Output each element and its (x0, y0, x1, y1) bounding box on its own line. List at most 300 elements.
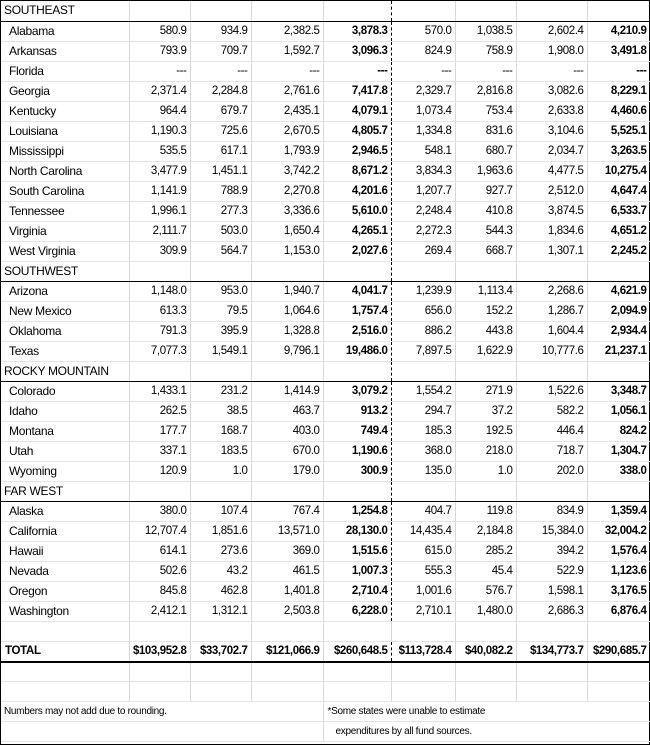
value-cell: 177.7 (129, 421, 190, 441)
value-cell: 793.9 (129, 41, 190, 61)
value-cell: 614.1 (129, 541, 190, 561)
value-cell: 5,525.1 (587, 121, 650, 141)
value-cell: --- (323, 61, 391, 81)
state-name: Alabama (1, 21, 129, 41)
value-cell: 4,079.1 (323, 101, 391, 121)
value-cell: 3,834.3 (391, 161, 455, 181)
table-row (1, 401, 650, 421)
value-cell: 2,934.4 (587, 321, 650, 341)
value-cell: 1,592.7 (251, 41, 323, 61)
value-cell: 927.7 (455, 181, 516, 201)
table-row (1, 281, 650, 301)
table-row (1, 501, 650, 521)
value-cell: 192.5 (455, 421, 516, 441)
table-row (1, 121, 650, 141)
value-cell: 202.0 (516, 461, 587, 481)
table-row (1, 561, 650, 581)
state-name: California (1, 521, 129, 541)
value-cell: 2,602.4 (516, 21, 587, 41)
value-cell: 502.6 (129, 561, 190, 581)
table-row (1, 41, 650, 61)
value-cell: 1,190.3 (129, 121, 190, 141)
value-cell: 380.0 (129, 501, 190, 521)
value-cell: 580.9 (129, 21, 190, 41)
value-cell: 338.0 (587, 461, 650, 481)
value-cell: 953.0 (190, 281, 251, 301)
total-row (1, 641, 650, 662)
empty-cell (587, 682, 650, 702)
value-cell: 10,777.6 (516, 341, 587, 361)
empty-cell (391, 481, 455, 501)
value-cell: 670.0 (251, 441, 323, 461)
table-row (1, 61, 650, 81)
state-name: Alaska (1, 501, 129, 521)
value-cell: 446.4 (516, 421, 587, 441)
state-name: Montana (1, 421, 129, 441)
table-row (1, 81, 650, 101)
value-cell: 913.2 (323, 401, 391, 421)
empty-cell (587, 662, 650, 682)
value-cell: 1,359.4 (587, 501, 650, 521)
total-value-cell: $121,066.9 (251, 641, 323, 662)
empty-cell (323, 261, 391, 281)
state-name: Nevada (1, 561, 129, 581)
value-cell: 300.9 (323, 461, 391, 481)
value-cell: 2,516.0 (323, 321, 391, 341)
value-cell: 1,038.5 (455, 21, 516, 41)
value-cell: 934.9 (190, 21, 251, 41)
empty-cell (516, 1, 587, 21)
table-row (1, 201, 650, 221)
value-cell: 3,336.6 (251, 201, 323, 221)
empty-cell (129, 481, 190, 501)
value-cell: 8,229.1 (587, 81, 650, 101)
empty-cell (1, 722, 323, 742)
value-cell: 120.9 (129, 461, 190, 481)
value-cell: 394.2 (516, 541, 587, 561)
blank-row (1, 662, 650, 682)
value-cell: 14,435.4 (391, 521, 455, 541)
value-cell: 1,793.9 (251, 141, 323, 161)
empty-cell (190, 682, 251, 702)
value-cell: 831.6 (455, 121, 516, 141)
value-cell: 1,598.1 (516, 581, 587, 601)
value-cell: 21,237.1 (587, 341, 650, 361)
value-cell: --- (129, 61, 190, 81)
value-cell: 1,254.8 (323, 501, 391, 521)
empty-cell (323, 662, 391, 682)
empty-cell (129, 682, 190, 702)
value-cell: --- (190, 61, 251, 81)
value-cell: 1,207.7 (391, 181, 455, 201)
state-name: South Carolina (1, 181, 129, 201)
value-cell: 1,141.9 (129, 181, 190, 201)
value-cell: 4,210.9 (587, 21, 650, 41)
value-cell: 294.7 (391, 401, 455, 421)
value-cell: 4,460.6 (587, 101, 650, 121)
value-cell: 38.5 (190, 401, 251, 421)
value-cell: 535.5 (129, 141, 190, 161)
value-cell: 179.0 (251, 461, 323, 481)
empty-cell (190, 261, 251, 281)
value-cell: 1,113.4 (455, 281, 516, 301)
region-header-row (1, 361, 650, 381)
value-cell: 3,878.3 (323, 21, 391, 41)
empty-cell (190, 481, 251, 501)
value-cell: 886.2 (391, 321, 455, 341)
value-cell: 544.3 (455, 221, 516, 241)
table-row (1, 461, 650, 481)
value-cell: 2,268.6 (516, 281, 587, 301)
value-cell: 679.7 (190, 101, 251, 121)
state-name: Hawaii (1, 541, 129, 561)
value-cell: 369.0 (251, 541, 323, 561)
value-cell: 613.3 (129, 301, 190, 321)
spacer-row (1, 621, 650, 641)
value-cell: 709.7 (190, 41, 251, 61)
table-row (1, 601, 650, 621)
empty-cell (587, 261, 650, 281)
value-cell: 3,874.5 (516, 201, 587, 221)
footnote-row (1, 722, 650, 742)
estimate-note-line2: expenditures by all fund sources. (323, 722, 650, 742)
value-cell: 262.5 (129, 401, 190, 421)
empty-cell (190, 1, 251, 21)
value-cell: 964.4 (129, 101, 190, 121)
value-cell: 2,094.9 (587, 301, 650, 321)
value-cell: 1,996.1 (129, 201, 190, 221)
table-row (1, 441, 650, 461)
table-row (1, 321, 650, 341)
empty-cell (190, 361, 251, 381)
empty-cell (323, 481, 391, 501)
value-cell: 615.0 (391, 541, 455, 561)
value-cell: 2,329.7 (391, 81, 455, 101)
empty-cell (251, 481, 323, 501)
value-cell: 185.3 (391, 421, 455, 441)
empty-cell (1, 662, 129, 682)
empty-cell (391, 261, 455, 281)
value-cell: 2,284.8 (190, 81, 251, 101)
value-cell: 45.4 (455, 561, 516, 581)
state-name: Louisiana (1, 121, 129, 141)
value-cell: 4,041.7 (323, 281, 391, 301)
value-cell: 1,307.1 (516, 241, 587, 261)
value-cell: 2,633.8 (516, 101, 587, 121)
value-cell: 1.0 (455, 461, 516, 481)
value-cell: 79.5 (190, 301, 251, 321)
value-cell: 168.7 (190, 421, 251, 441)
empty-cell (587, 1, 650, 21)
value-cell: 834.9 (516, 501, 587, 521)
footnote-row (1, 702, 650, 722)
empty-cell (190, 621, 251, 641)
value-cell: 404.7 (391, 501, 455, 521)
value-cell: 668.7 (455, 241, 516, 261)
empty-cell (455, 682, 516, 702)
state-name: Virginia (1, 221, 129, 241)
empty-cell (391, 621, 455, 641)
value-cell: 1,190.6 (323, 441, 391, 461)
empty-cell (1, 621, 129, 641)
value-cell: 4,265.1 (323, 221, 391, 241)
empty-cell (516, 621, 587, 641)
empty-cell (251, 662, 323, 682)
empty-cell (190, 662, 251, 682)
table-row (1, 521, 650, 541)
empty-cell (323, 621, 391, 641)
value-cell: 19,486.0 (323, 341, 391, 361)
value-cell: 3,096.3 (323, 41, 391, 61)
value-cell: 2,816.8 (455, 81, 516, 101)
value-cell: 2,382.5 (251, 21, 323, 41)
state-name: Arkansas (1, 41, 129, 61)
value-cell: 1,056.1 (587, 401, 650, 421)
state-name: Texas (1, 341, 129, 361)
value-cell: 7,417.8 (323, 81, 391, 101)
value-cell: 749.4 (323, 421, 391, 441)
value-cell: 119.8 (455, 501, 516, 521)
value-cell: 1,148.0 (129, 281, 190, 301)
region-header-row (1, 481, 650, 501)
value-cell: 1,001.6 (391, 581, 455, 601)
empty-cell (129, 621, 190, 641)
state-name: Mississippi (1, 141, 129, 161)
value-cell: 2,761.6 (251, 81, 323, 101)
value-cell: 1,007.3 (323, 561, 391, 581)
value-cell: 403.0 (251, 421, 323, 441)
value-cell: 183.5 (190, 441, 251, 461)
value-cell: 1,073.4 (391, 101, 455, 121)
value-cell: 2,034.7 (516, 141, 587, 161)
value-cell: 1,515.6 (323, 541, 391, 561)
value-cell: 7,077.3 (129, 341, 190, 361)
empty-cell (129, 361, 190, 381)
table-row (1, 181, 650, 201)
value-cell: 1,522.6 (516, 381, 587, 401)
value-cell: 824.9 (391, 41, 455, 61)
value-cell: 443.8 (455, 321, 516, 341)
value-cell: 1,851.6 (190, 521, 251, 541)
value-cell: 4,805.7 (323, 121, 391, 141)
value-cell: 3,263.5 (587, 141, 650, 161)
value-cell: 2,371.4 (129, 81, 190, 101)
value-cell: 503.0 (190, 221, 251, 241)
value-cell: 2,245.2 (587, 241, 650, 261)
rounding-note: Numbers may not add due to rounding. (1, 702, 323, 722)
value-cell: 1,064.6 (251, 301, 323, 321)
value-cell: 410.8 (455, 201, 516, 221)
region-label: ROCKY MOUNTAIN (1, 361, 129, 381)
empty-cell (129, 1, 190, 21)
value-cell: 1,304.7 (587, 441, 650, 461)
value-cell: 2,111.7 (129, 221, 190, 241)
value-cell: 2,946.5 (323, 141, 391, 161)
empty-cell (129, 662, 190, 682)
value-cell: 5,610.0 (323, 201, 391, 221)
value-cell: 824.2 (587, 421, 650, 441)
empty-cell (455, 261, 516, 281)
value-cell: 1,239.9 (391, 281, 455, 301)
empty-cell (587, 481, 650, 501)
value-cell: 522.9 (516, 561, 587, 581)
value-cell: 2,435.1 (251, 101, 323, 121)
state-name: Colorado (1, 381, 129, 401)
empty-cell (455, 361, 516, 381)
table-row (1, 421, 650, 441)
empty-cell (251, 682, 323, 702)
value-cell: 1,451.1 (190, 161, 251, 181)
table-row (1, 581, 650, 601)
empty-cell (587, 361, 650, 381)
total-value-cell: $260,648.5 (323, 641, 391, 662)
total-value-cell: $33,702.7 (190, 641, 251, 662)
empty-cell (251, 621, 323, 641)
value-cell: 791.3 (129, 321, 190, 341)
state-name: Kentucky (1, 101, 129, 121)
state-name: Tennessee (1, 201, 129, 221)
table-row (1, 301, 650, 321)
value-cell: 1,834.6 (516, 221, 587, 241)
value-cell: 337.1 (129, 441, 190, 461)
value-cell: 1,286.7 (516, 301, 587, 321)
region-header-row (1, 261, 650, 281)
value-cell: 13,571.0 (251, 521, 323, 541)
value-cell: 1,650.4 (251, 221, 323, 241)
empty-cell (323, 361, 391, 381)
region-label: SOUTHEAST (1, 1, 129, 21)
value-cell: 753.4 (455, 101, 516, 121)
blank-row (1, 682, 650, 702)
value-cell: 271.9 (455, 381, 516, 401)
value-cell: 1,554.2 (391, 381, 455, 401)
total-value-cell: $40,082.2 (455, 641, 516, 662)
value-cell: 555.3 (391, 561, 455, 581)
state-name: Idaho (1, 401, 129, 421)
value-cell: 2,686.3 (516, 601, 587, 621)
value-cell: 1,604.4 (516, 321, 587, 341)
region-label: SOUTHWEST (1, 261, 129, 281)
value-cell: 758.9 (455, 41, 516, 61)
value-cell: 1,908.0 (516, 41, 587, 61)
value-cell: 32,004.2 (587, 521, 650, 541)
table-row (1, 101, 650, 121)
value-cell: 37.2 (455, 401, 516, 421)
table-row (1, 541, 650, 561)
state-name: Arizona (1, 281, 129, 301)
empty-cell (391, 361, 455, 381)
table-row (1, 21, 650, 41)
value-cell: 1,153.0 (251, 241, 323, 261)
value-cell: 8,671.2 (323, 161, 391, 181)
empty-cell (455, 481, 516, 501)
value-cell: 218.0 (455, 441, 516, 461)
value-cell: 570.0 (391, 21, 455, 41)
value-cell: 582.2 (516, 401, 587, 421)
table-row (1, 141, 650, 161)
value-cell: 4,651.2 (587, 221, 650, 241)
value-cell: 680.7 (455, 141, 516, 161)
empty-cell (323, 1, 391, 21)
value-cell: 656.0 (391, 301, 455, 321)
value-cell: --- (516, 61, 587, 81)
value-cell: 548.1 (391, 141, 455, 161)
value-cell: 2,512.0 (516, 181, 587, 201)
empty-cell (391, 662, 455, 682)
value-cell: 285.2 (455, 541, 516, 561)
value-cell: 617.1 (190, 141, 251, 161)
value-cell: 725.6 (190, 121, 251, 141)
total-value-cell: $134,773.7 (516, 641, 587, 662)
value-cell: 4,201.6 (323, 181, 391, 201)
value-cell: 135.0 (391, 461, 455, 481)
value-cell: 1,312.1 (190, 601, 251, 621)
value-cell: 462.8 (190, 581, 251, 601)
value-cell: 3,104.6 (516, 121, 587, 141)
value-cell: 2,710.1 (391, 601, 455, 621)
total-value-cell: $113,728.4 (391, 641, 455, 662)
value-cell: 1,757.4 (323, 301, 391, 321)
value-cell: 9,796.1 (251, 341, 323, 361)
value-cell: 1.0 (190, 461, 251, 481)
value-cell: 2,272.3 (391, 221, 455, 241)
value-cell: 4,477.5 (516, 161, 587, 181)
value-cell: 309.9 (129, 241, 190, 261)
empty-cell (455, 621, 516, 641)
value-cell: 1,433.1 (129, 381, 190, 401)
value-cell: --- (587, 61, 650, 81)
state-name: Florida (1, 61, 129, 81)
state-name: Georgia (1, 81, 129, 101)
state-name: Washington (1, 601, 129, 621)
value-cell: 718.7 (516, 441, 587, 461)
value-cell: 1,576.4 (587, 541, 650, 561)
empty-cell (391, 1, 455, 21)
empty-cell (391, 682, 455, 702)
value-cell: --- (251, 61, 323, 81)
value-cell: 1,328.8 (251, 321, 323, 341)
empty-cell (587, 621, 650, 641)
value-cell: 1,123.6 (587, 561, 650, 581)
total-label: TOTAL (1, 641, 129, 662)
state-name: West Virginia (1, 241, 129, 261)
value-cell: 152.2 (455, 301, 516, 321)
value-cell: 1,622.9 (455, 341, 516, 361)
state-name: Oklahoma (1, 321, 129, 341)
table-row (1, 341, 650, 361)
value-cell: 788.9 (190, 181, 251, 201)
value-cell: 15,384.0 (516, 521, 587, 541)
empty-cell (1, 682, 129, 702)
value-cell: 3,176.5 (587, 581, 650, 601)
value-cell: 277.3 (190, 201, 251, 221)
empty-cell (516, 481, 587, 501)
value-cell: --- (391, 61, 455, 81)
expenditure-table (1, 1, 650, 742)
value-cell: 395.9 (190, 321, 251, 341)
value-cell: 1,414.9 (251, 381, 323, 401)
value-cell: 576.7 (455, 581, 516, 601)
value-cell: 1,480.0 (455, 601, 516, 621)
table-row (1, 221, 650, 241)
empty-cell (516, 261, 587, 281)
total-value-cell: $103,952.8 (129, 641, 190, 662)
empty-cell (516, 361, 587, 381)
value-cell: 6,876.4 (587, 601, 650, 621)
estimate-note-line1: *Some states were unable to estimate (323, 702, 650, 722)
value-cell: 231.2 (190, 381, 251, 401)
empty-cell (129, 261, 190, 281)
